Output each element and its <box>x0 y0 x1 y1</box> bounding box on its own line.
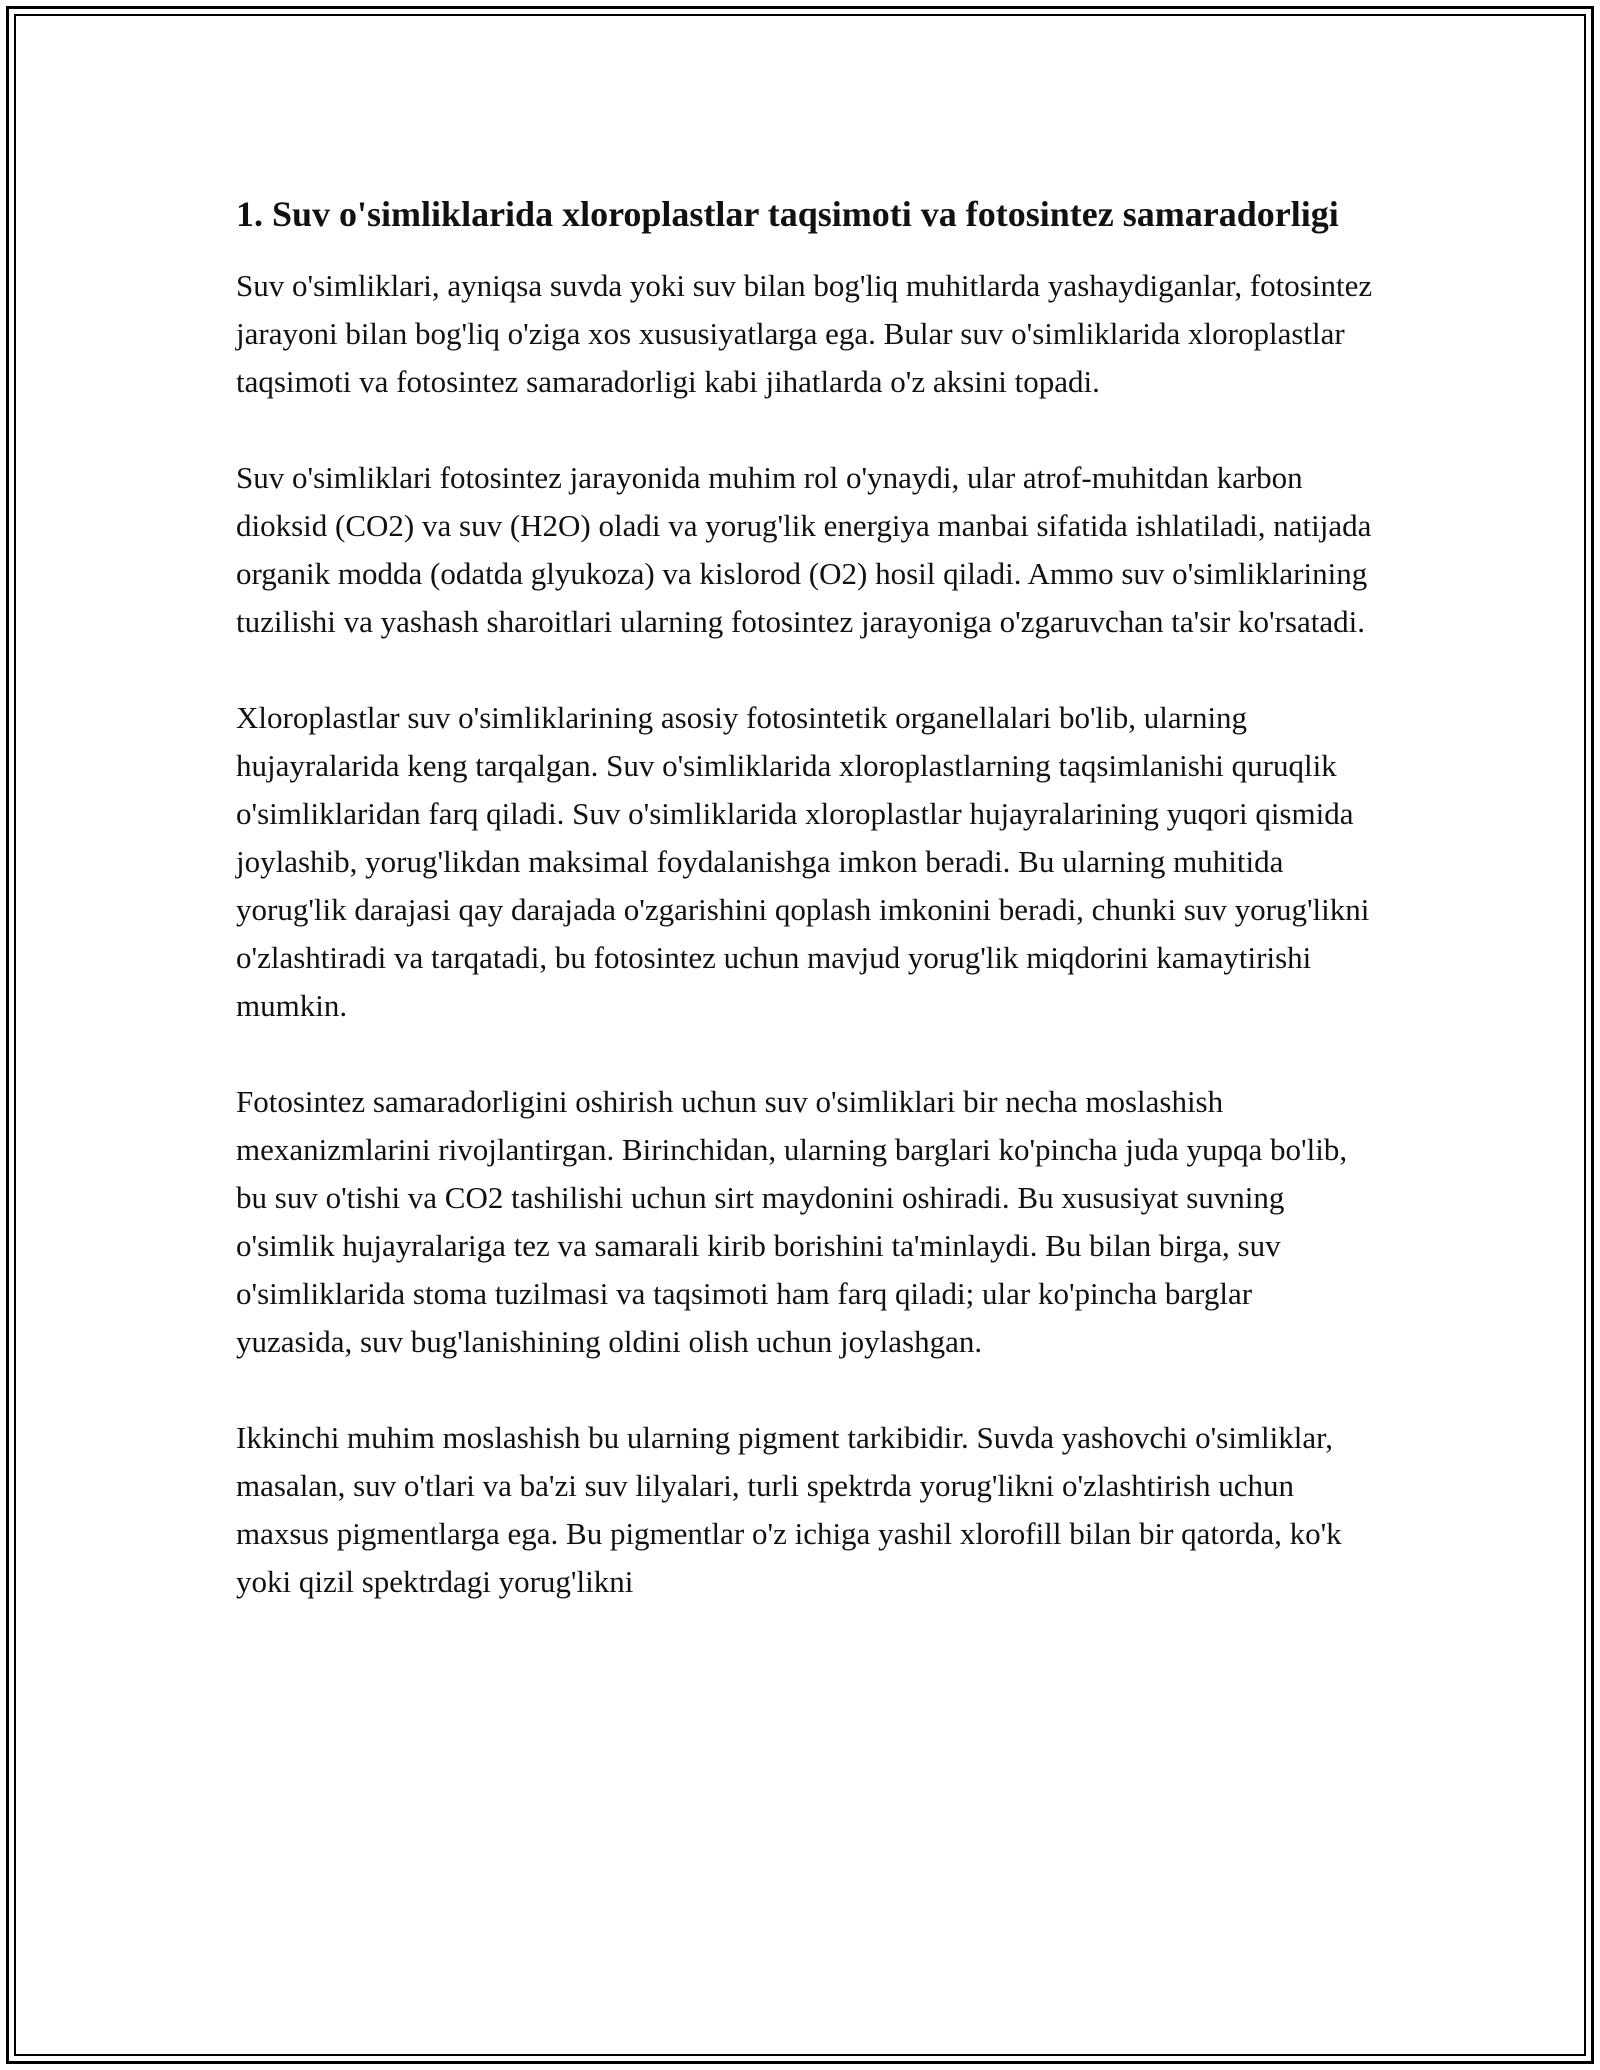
section-heading: 1. Suv o'simliklarida xloroplastlar taqsimoti va fotosintez samaradorligi <box>236 194 1339 234</box>
paragraph-5: Ikkinchi muhim moslashish bu ularning pigment tarkibidir. Suvda yashovchi o'simliklar, masalan, suv o'tlari va ba'zi suv lilyalari, turli spektrda yorug'likni o'zlashtirish uchun maxsus pigmentlarga ega. Bu pigmentlar o'z ichiga yashil xlorofill bilan bir qatorda, ko'k yoki qizil spektrdagi yorug'likni <box>236 1420 1342 1599</box>
document-body <box>236 188 1376 1654</box>
paragraph-3: Xloroplastlar suv o'simliklarining asosiy fotosintetik organellalari bo'lib, ularning hujayralarida keng tarqalgan. Suv o'simliklarida xloroplastlarning taqsimlanishi quruqlik o'simliklaridan farq qiladi. Suv o'simliklarida xloroplastlar hujayralarining yuqori qismida joylashib, yorug'likdan maksimal foydalanishga imkon beradi. Bu ularning muhitida yorug'lik darajasi qay darajada o'zgarishini qoplash imkonini beradi, chunki suv yorug'likni o'zlashtiradi va tarqatadi, bu fotosintez uchun mavjud yorug'lik miqdorini kamaytirishi mumkin. <box>236 700 1370 1023</box>
paragraph-1: Suv o'simliklari, ayniqsa suvda yoki suv bilan bog'liq muhitlarda yashaydiganlar, fotosintez jarayoni bilan bog'liq o'ziga xos xususiyatlarga ega. Bular suv o'simliklarida xloroplastlar taqsimoti va fotosintez samaradorligi kabi jihatlarda o'z aksini topadi. <box>236 268 1373 399</box>
paragraph-2: Suv o'simliklari fotosintez jarayonida muhim rol o'ynaydi, ular atrof-muhitdan karbon dioksid (CO2) va suv (H2O) oladi va yorug'lik energiya manbai sifatida ishlatiladi, natijada organik modda (odatda glyukoza) va kislorod (O2) hosil qiladi. Ammo suv o'simliklarining tuzilishi va yashash sharoitlari ularning fotosintez jarayoniga o'zgaruvchan ta'sir ko'rsatadi. <box>236 460 1372 639</box>
paragraph-4: Fotosintez samaradorligini oshirish uchun suv o'simliklari bir necha moslashish mexanizmlarini rivojlantirgan. Birinchidan, ularning barglari ko'pincha juda yupqa bo'lib, bu suv o'tishi va CO2 tashilishi uchun sirt maydonini oshiradi. Bu xususiyat suvning o'simlik hujayralariga tez va samarali kirib borishini ta'minlaydi. Bu bilan birga, suv o'simliklarida stoma tuzilmasi va taqsimoti ham farq qiladi; ular ko'pincha barglar yuzasida, suv bug'lanishining oldini olish uchun joylashgan. <box>236 1084 1348 1359</box>
